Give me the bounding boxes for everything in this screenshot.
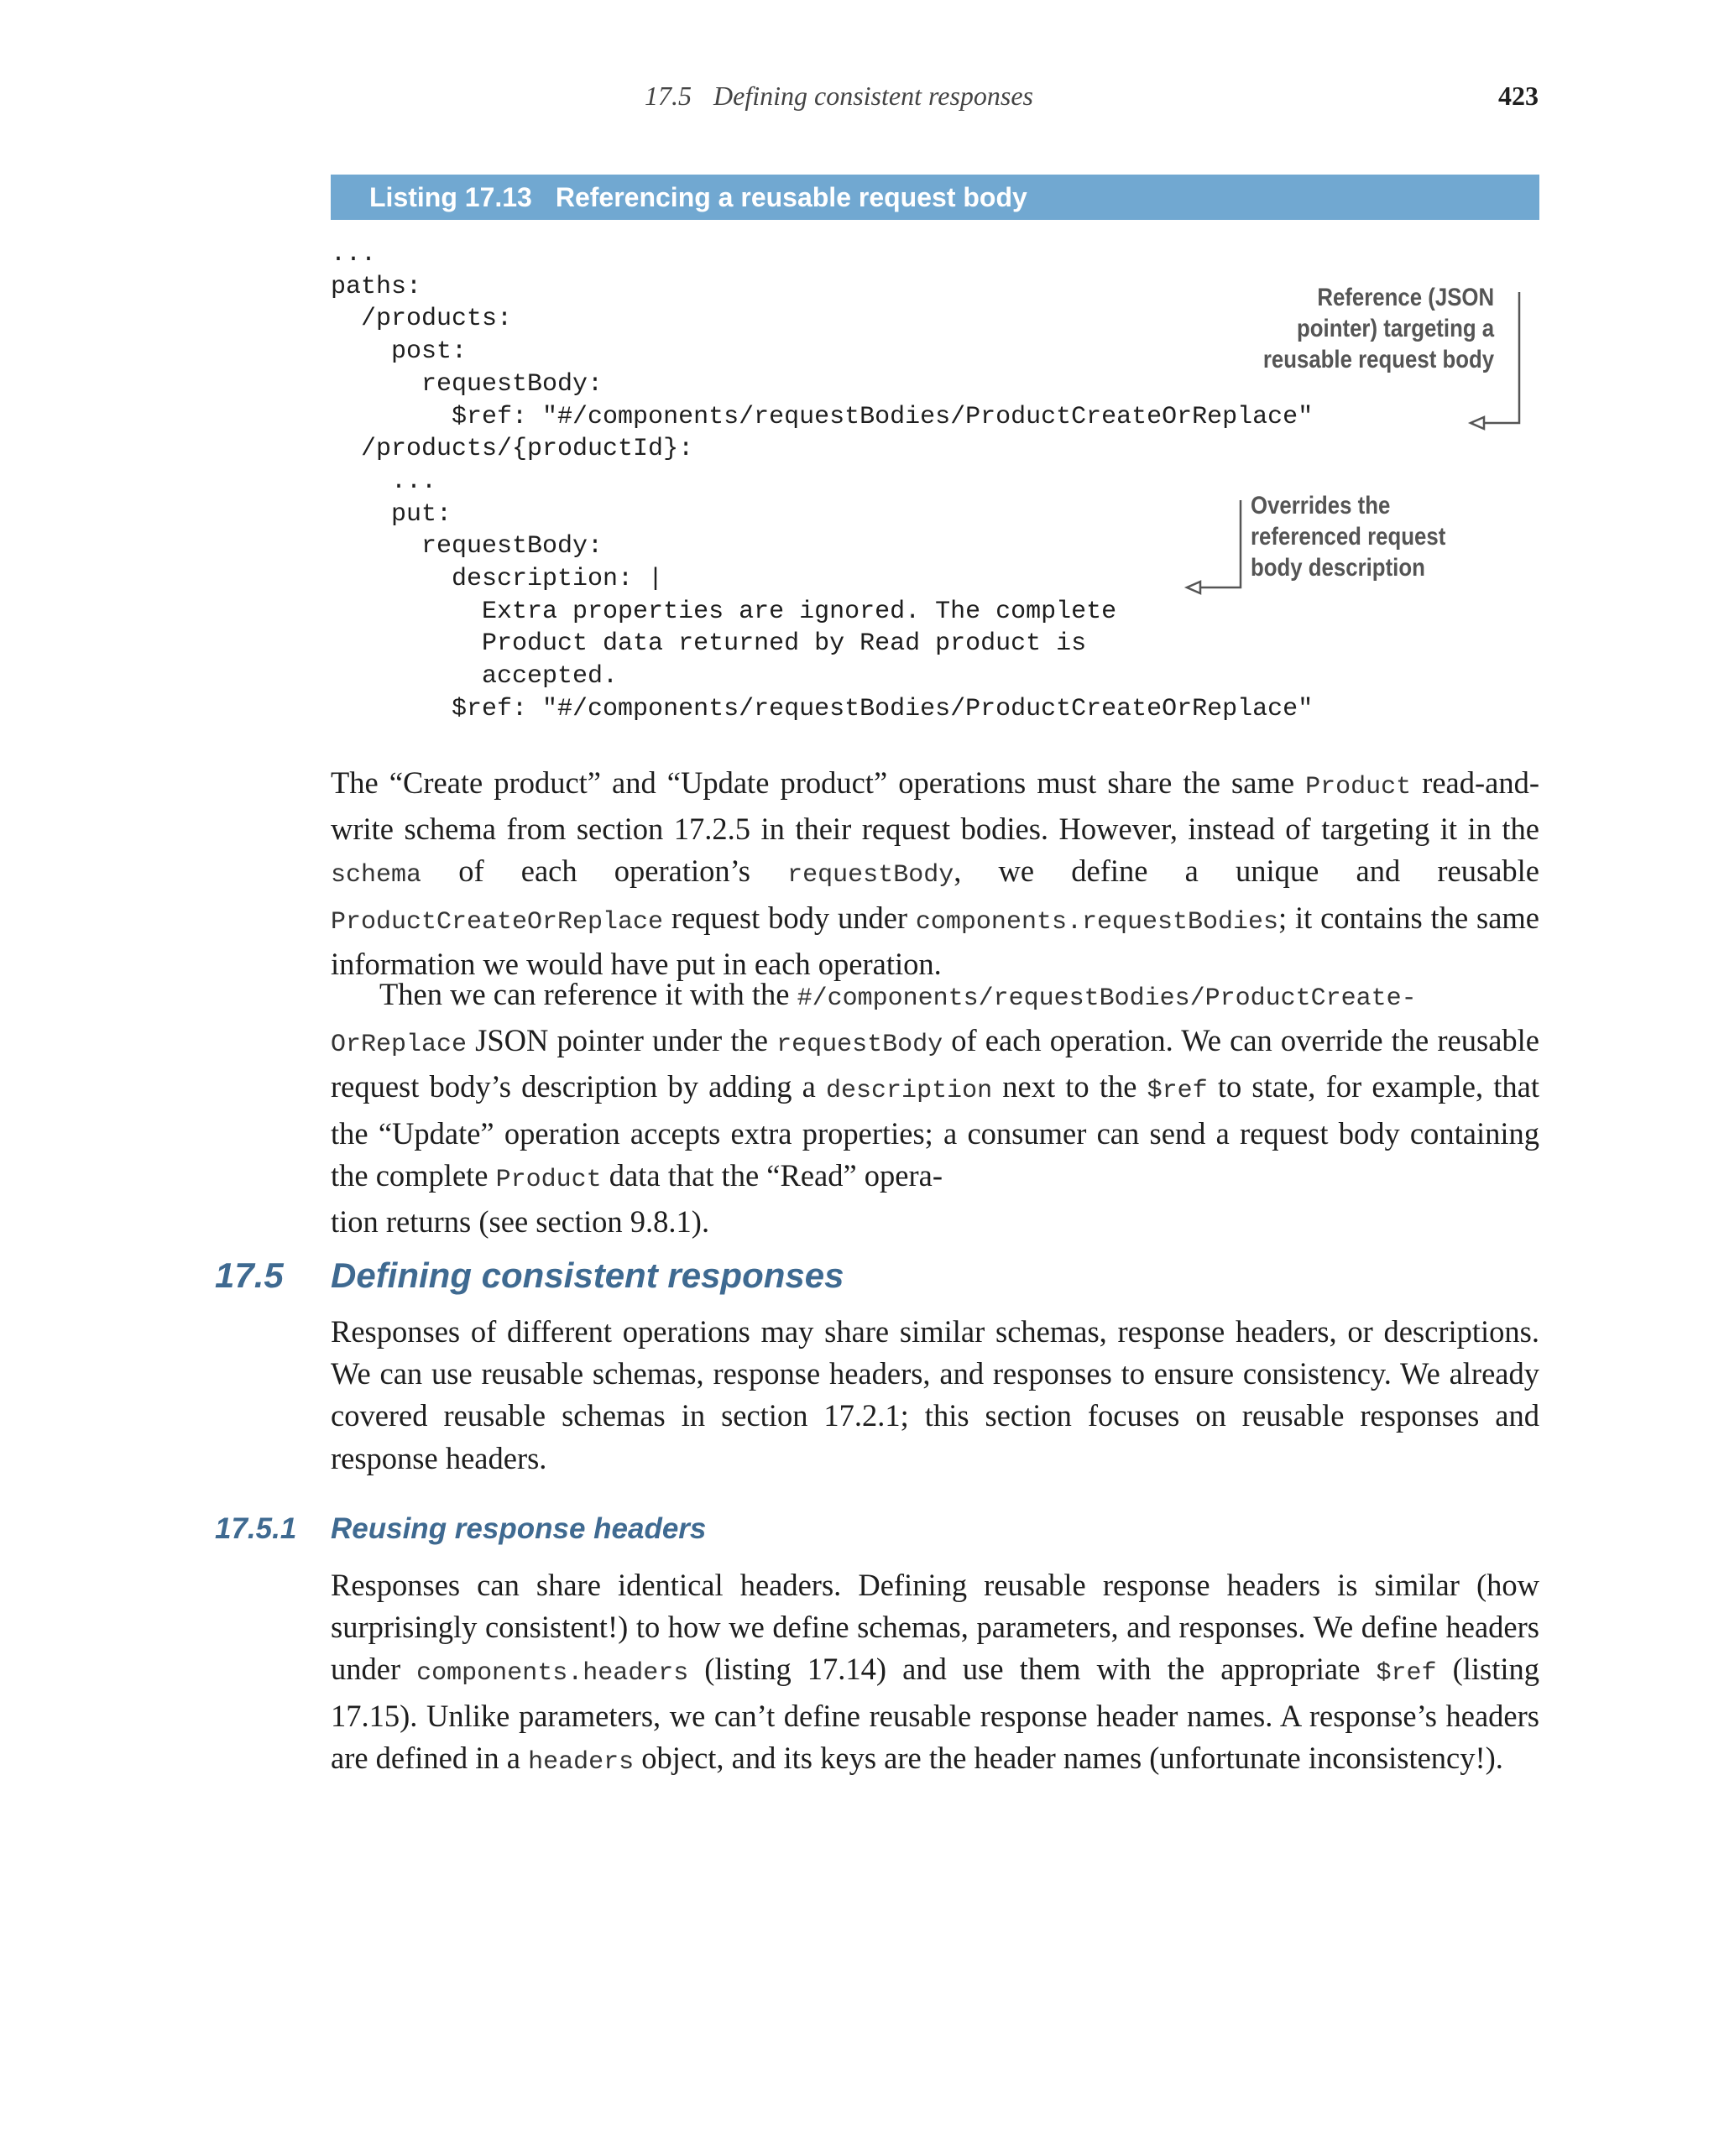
inline-code: ProductCreateOrReplace [331, 907, 664, 937]
text: (listing 17.14) and use them with the appropriate [688, 1652, 1377, 1687]
inline-code: components.headers [416, 1659, 689, 1689]
text: The “Create product” and “Update product” operations must share the same [331, 765, 1306, 800]
subsection-title: Reusing response headers [331, 1512, 707, 1545]
subsection-number: 17.5.1 [215, 1512, 297, 1545]
text: tion returns (see section 9.8.1). [331, 1204, 710, 1240]
text: JSON pointer under the [467, 1023, 777, 1058]
code-listing: ... paths: /products: post: requestBody: $ref: "#/components/requestBodies/ProductCreateOrReplace" /products/{productId}: ... put: requestBody: description: | Extra properties are ignored. The complete Product data returned by Read product is accepted. $ref: "#/components/requestBodies/ProductCreateOrReplace" [331, 240, 1314, 723]
inline-code: requestBody [787, 861, 954, 890]
running-head [0, 81, 1719, 114]
inline-code: components.requestBodies [915, 907, 1278, 937]
text: Then we can reference it with the [379, 977, 797, 1011]
inline-code: headers [528, 1747, 635, 1777]
paragraph-4 [331, 1564, 1539, 1783]
inline-code: Product [495, 1165, 602, 1194]
listing-caption [331, 175, 1539, 220]
listing-number: Listing 17.13 [369, 182, 532, 212]
text: next to the [992, 1069, 1147, 1104]
text: request body under [663, 900, 916, 935]
inline-code: requestBody [776, 1031, 943, 1060]
section-heading [215, 1255, 844, 1296]
running-head-section-title: Defining consistent responses [713, 81, 1033, 111]
text: of each operation. We can override the reusable request body’s description by adding a [331, 1023, 1539, 1104]
text: Responses of different operations may share similar schemas, response headers, or descriptions. We can use reusable schemas, response headers, and responses to ensure consistency. We already covered reusable schemas in section 17.2.1; this section focuses on reusable responses and response headers. [331, 1314, 1539, 1475]
inline-code: description [826, 1077, 993, 1106]
text: read-and-write schema from section 17.2.5 in their request bodies. However, instead of targeting it in the [331, 765, 1539, 847]
text: object, and its keys are the header names (unfortunate inconsistency!). [634, 1740, 1503, 1775]
inline-code: OrReplace [331, 1031, 468, 1060]
inline-code: $ref [1376, 1659, 1437, 1689]
section-title: Defining consistent responses [331, 1255, 844, 1295]
paragraph-1 [331, 762, 1539, 985]
text: ; it contains the same information we would have put in each operation. [331, 900, 1539, 981]
inline-code: $ref [1147, 1077, 1208, 1106]
section-number: 17.5 [215, 1255, 284, 1295]
inline-code: schema [331, 861, 422, 890]
paragraph-3 [331, 1311, 1539, 1480]
page-number: 423 [1498, 81, 1539, 111]
text: of each operation’s [421, 854, 788, 889]
running-head-section-number: 17.5 [645, 81, 692, 111]
text: to state, for example, that the “Update” operation accepts extra properties; a consumer can send a request body containing the complete [331, 1069, 1539, 1193]
text: , we define a unique and reusable [954, 854, 1539, 889]
code-annotation-reference: Reference (JSON pointer) targeting a reusable request body [1262, 284, 1494, 373]
text: data that the “Read” opera- [601, 1157, 943, 1193]
text: (listing 17.15). Unlike parameters, we can’t define reusable response header names. A response’s headers are defined in a [331, 1652, 1539, 1775]
inline-code: #/components/requestBodies/ProductCreate- [797, 984, 1417, 1013]
listing-title: Referencing a reusable request body [555, 182, 1027, 212]
inline-code: Product [1305, 773, 1412, 801]
code-annotation-override: Overrides the referenced request body description [1251, 492, 1446, 582]
running-head-title [645, 81, 1033, 112]
text: Responses can share identical headers. Defining reusable response headers is similar (how surprisingly consistent!) to how we define schemas, parameters, and responses. We define headers under [331, 1568, 1539, 1687]
paragraph-2 [331, 974, 1539, 1243]
subsection-heading [215, 1512, 706, 1546]
